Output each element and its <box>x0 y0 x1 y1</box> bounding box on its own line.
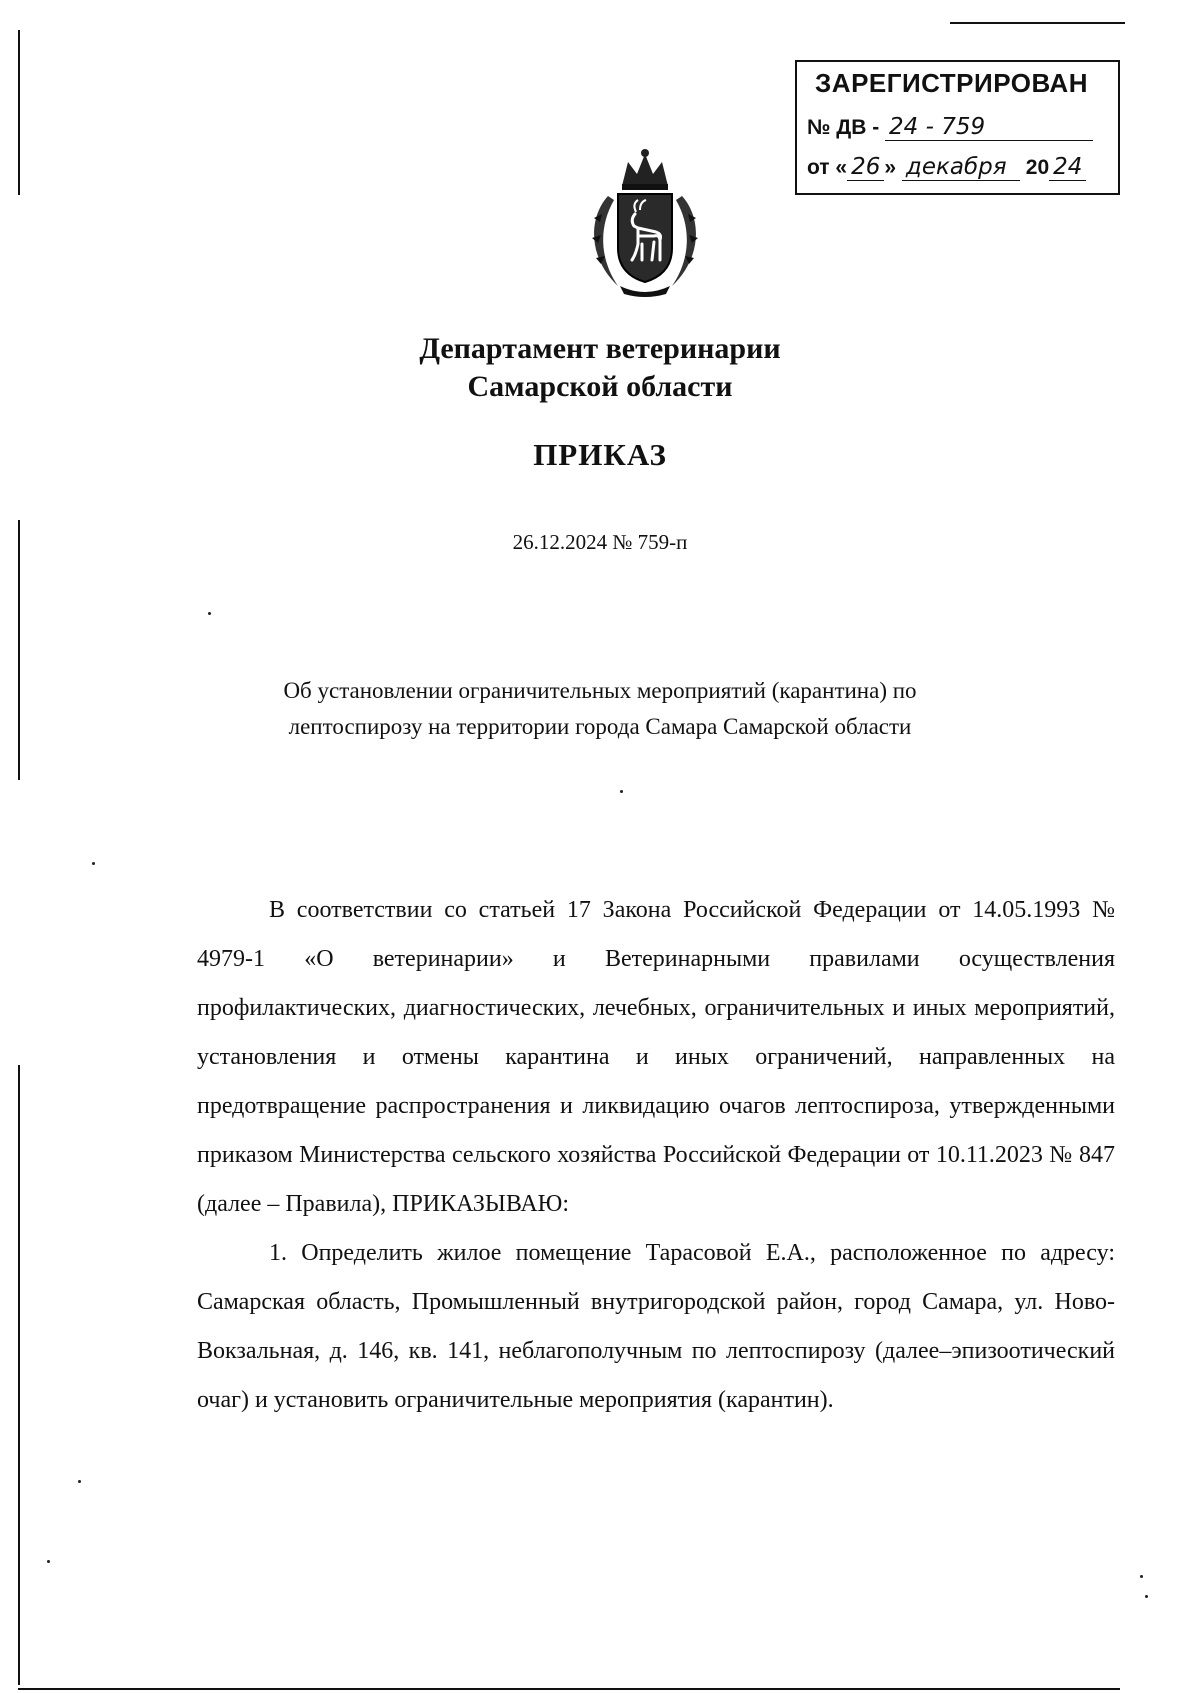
scan-speck <box>78 1480 81 1483</box>
scan-speck <box>208 612 211 615</box>
department-name <box>0 330 1200 406</box>
scan-speck <box>1145 1595 1148 1598</box>
department-line-1: Департамент ветеринарии <box>419 332 781 365</box>
samara-coat-of-arms-icon <box>580 148 710 298</box>
scan-speck <box>620 790 623 793</box>
body-paragraph-2: 1. Определить жилое помещение Тарасовой Е.А., расположенное по адресу: Самарская область, Промышленный внутригородской район, город Самара, ул. Ново-Вокзальная, д. 146, кв. 141, неблагополучным по лептоспирозу (далее–эпизоотический очаг) и установить ограничительные мероприятия (карантин). <box>197 1240 1115 1413</box>
registration-stamp <box>795 60 1120 195</box>
order-body <box>197 886 1115 1425</box>
scan-edge-left-top <box>18 30 20 195</box>
order-number: 26.12.2024 № 759-п <box>512 530 688 554</box>
scan-edge-bottom <box>18 1688 1120 1690</box>
subject-line-1: Об установлении ограничительных мероприятий (карантина) по <box>283 678 917 703</box>
stamp-date-day: 26 <box>847 154 884 181</box>
scan-speck <box>1140 1575 1143 1578</box>
stamp-number-value: 24 - 759 <box>885 114 1093 141</box>
stamp-date-year-prefix: 20 <box>1025 156 1050 179</box>
stamp-date-row <box>807 154 1086 181</box>
department-line-2: Самарской области <box>467 370 733 403</box>
stamp-number-prefix: № ДВ - <box>807 116 880 139</box>
scan-edge-left-bottom <box>18 1065 20 1685</box>
stamp-date-prefix: от « <box>807 156 848 179</box>
stamp-title: ЗАРЕГИСТРИРОВАН <box>815 68 1088 98</box>
document-type-title: ПРИКАЗ <box>533 437 667 472</box>
stamp-date-month: декабря <box>902 154 1020 181</box>
body-paragraph-1: В соответствии со статьей 17 Закона Российской Федерации от 14.05.1993 № 4979-1 «О ветеринарии» и Ветеринарными правилами осуществления профилактических, диагностических, лечебных, ограничительных и иных мероприятий, установления и отмены карантина и иных ограничений, направленных на предотвращение распространения и ликвидацию очагов лептоспироза, утвержденными приказом Министерства сельского хозяйства Российской Федерации от 10.11.2023 № 847 (далее – Правила), ПРИКАЗЫВАЮ: <box>197 897 1115 1217</box>
stamp-date-mid: » <box>884 156 897 179</box>
scan-speck <box>47 1560 50 1563</box>
stamp-date-year-suffix: 24 <box>1049 154 1086 181</box>
stamp-number-row <box>807 114 1093 141</box>
scan-speck <box>92 862 95 865</box>
order-subject <box>0 673 1200 745</box>
subject-line-2: лептоспирозу на территории города Самара Самарской области <box>288 714 912 739</box>
scan-edge-top-right <box>950 22 1125 24</box>
